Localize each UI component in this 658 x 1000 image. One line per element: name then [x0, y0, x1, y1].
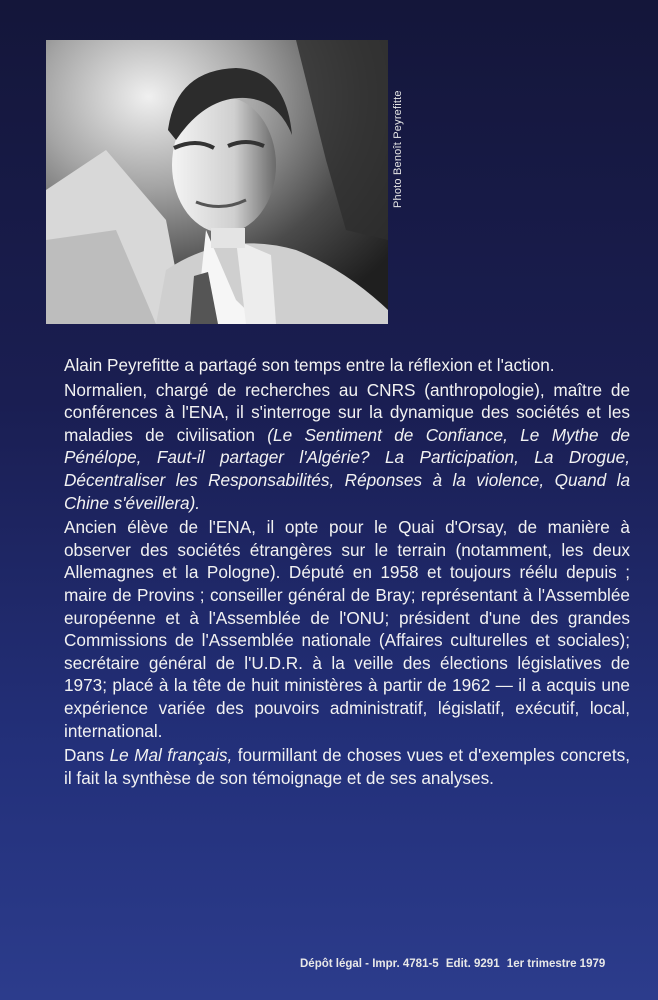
- photo-credit: Photo Benoît Peyrefitte: [392, 90, 404, 208]
- author-biography: [64, 354, 630, 791]
- depot-legal: Dépôt légal - Impr. 4781-5: [300, 958, 439, 970]
- author-portrait-illustration: [46, 40, 388, 324]
- bio-paragraph-4-start: Dans: [64, 745, 110, 766]
- book-title: Le Mal français,: [109, 745, 233, 766]
- edition-number: Edit. 9291: [445, 958, 500, 970]
- publication-trimester: 1er trimestre 1979: [506, 958, 606, 970]
- bio-paragraph-3: Ancien élève de l'ENA, il opte pour le Quai d'Orsay, de manière à observer des sociétés étrangères sur le terrain (notamment, les deux Allemagnes et la Pologne). Député en 1958 et toujours réélu depuis ; maire de Provins ; conseiller général de Bray; représentant à l'Assemblée européenne et à l'Assemblée de l'ONU; président d'une des grandes Commissions de l'Assemblée nationale (Affaires culturelles et sociales); secrétaire général de l'U.D.R. à la veille des élections législatives de 1973; placé à la tête de huit ministères à partir de 1962 — il a acquis une expérience variée des pouvoirs administratif, législatif, exécutif, local, international.: [64, 517, 630, 741]
- bio-paragraph-2-text: Normalien, chargé de recherches au CNRS (anthropologie), maître de conférences à l'ENA, il s'interroge sur la dynamique des sociétés et les maladies de civilisation: [64, 379, 630, 445]
- bio-paragraph-4: [64, 744, 630, 789]
- bio-paragraph-2: [64, 379, 630, 515]
- author-photo: [46, 40, 388, 324]
- bio-paragraph-4-end: fourmillant de choses vues et d'exemples concrets, il fait la synthèse de son témoignage et de ses analyses.: [64, 745, 630, 788]
- legal-footer: [300, 958, 630, 970]
- bio-paragraph-1: Alain Peyrefitte a partagé son temps entre la réflexion et l'action.: [64, 355, 555, 375]
- bio-works-list: (Le Sentiment de Confiance, Le Mythe de Pénélope, Faut-il partager l'Algérie? La Participation, La Drogue, Décentraliser les Responsabilités, Réponses à la violence, Quand la Chine s'éveillera).: [64, 424, 630, 513]
